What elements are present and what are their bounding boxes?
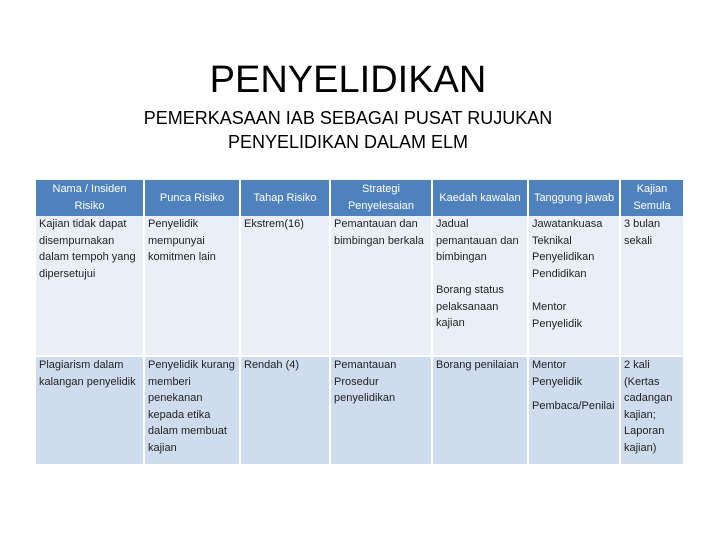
cell-punca: Penyelidik kurang memberi penekanan kepada etika dalam membuat kajian <box>144 356 240 464</box>
tanggung-item-1: Mentor Penyelidik <box>532 359 583 388</box>
table-row <box>36 216 684 356</box>
header-punca-risiko: Punca Risiko <box>144 180 240 216</box>
kaedah-item-2: Borang status pelaksanaan kajian <box>436 284 504 330</box>
cell-kaedah: Borang penilaian <box>432 356 528 464</box>
cell-kajian-semula: 3 bulan sekali <box>620 216 684 356</box>
table-row <box>36 356 684 464</box>
header-tanggung-jawab: Tanggung jawab <box>528 180 620 216</box>
header-kajian-semula: Kajian Semula <box>620 180 684 216</box>
page-subtitle <box>0 106 696 154</box>
cell-nama: Plagiarism dalam kalangan penyelidik <box>36 356 144 464</box>
header-strategi-penyelesaian: Strategi Penyelesaian <box>330 180 432 216</box>
risk-table <box>36 180 685 464</box>
cell-tanggung-jawab <box>528 356 620 464</box>
header-nama-insiden-risiko: Nama / Insiden Risiko <box>36 180 144 216</box>
cell-nama: Kajian tidak dapat disempurnakan dalam tempoh yang dipersetujui <box>36 216 144 356</box>
cell-strategi: Pemantauan dan bimbingan berkala <box>330 216 432 356</box>
kaedah-item-1: Jadual pemantauan dan bimbingan <box>436 218 519 264</box>
cell-tahap: Rendah (4) <box>240 356 330 464</box>
cell-tanggung-jawab <box>528 216 620 356</box>
cell-kaedah <box>432 216 528 356</box>
header-tahap-risiko: Tahap Risiko <box>240 180 330 216</box>
tanggung-item-1: Jawatankuasa Teknikal Penyelidikan Pendidikan <box>532 218 603 280</box>
tanggung-item-2: Pembaca/Penilai <box>532 400 615 412</box>
cell-tahap: Ekstrem(16) <box>240 216 330 356</box>
header-kaedah-kawalan: Kaedah kawalan <box>432 180 528 216</box>
page-title: PENYELIDIKAN <box>209 59 487 101</box>
tanggung-item-2: Mentor Penyelidik <box>532 301 583 330</box>
table-header-row <box>36 180 684 216</box>
subtitle-line-1: PEMERKASAAN IAB SEBAGAI PUSAT RUJUKAN <box>143 108 553 128</box>
subtitle-line-2: PENYELIDIKAN DALAM ELM <box>227 132 469 152</box>
cell-punca: Penyelidik mempunyai komitmen lain <box>144 216 240 356</box>
cell-strategi: Pemantauan Prosedur penyelidikan <box>330 356 432 464</box>
cell-kajian-semula: 2 kali (Kertas cadangan kajian; Laporan kajian) <box>620 356 684 464</box>
